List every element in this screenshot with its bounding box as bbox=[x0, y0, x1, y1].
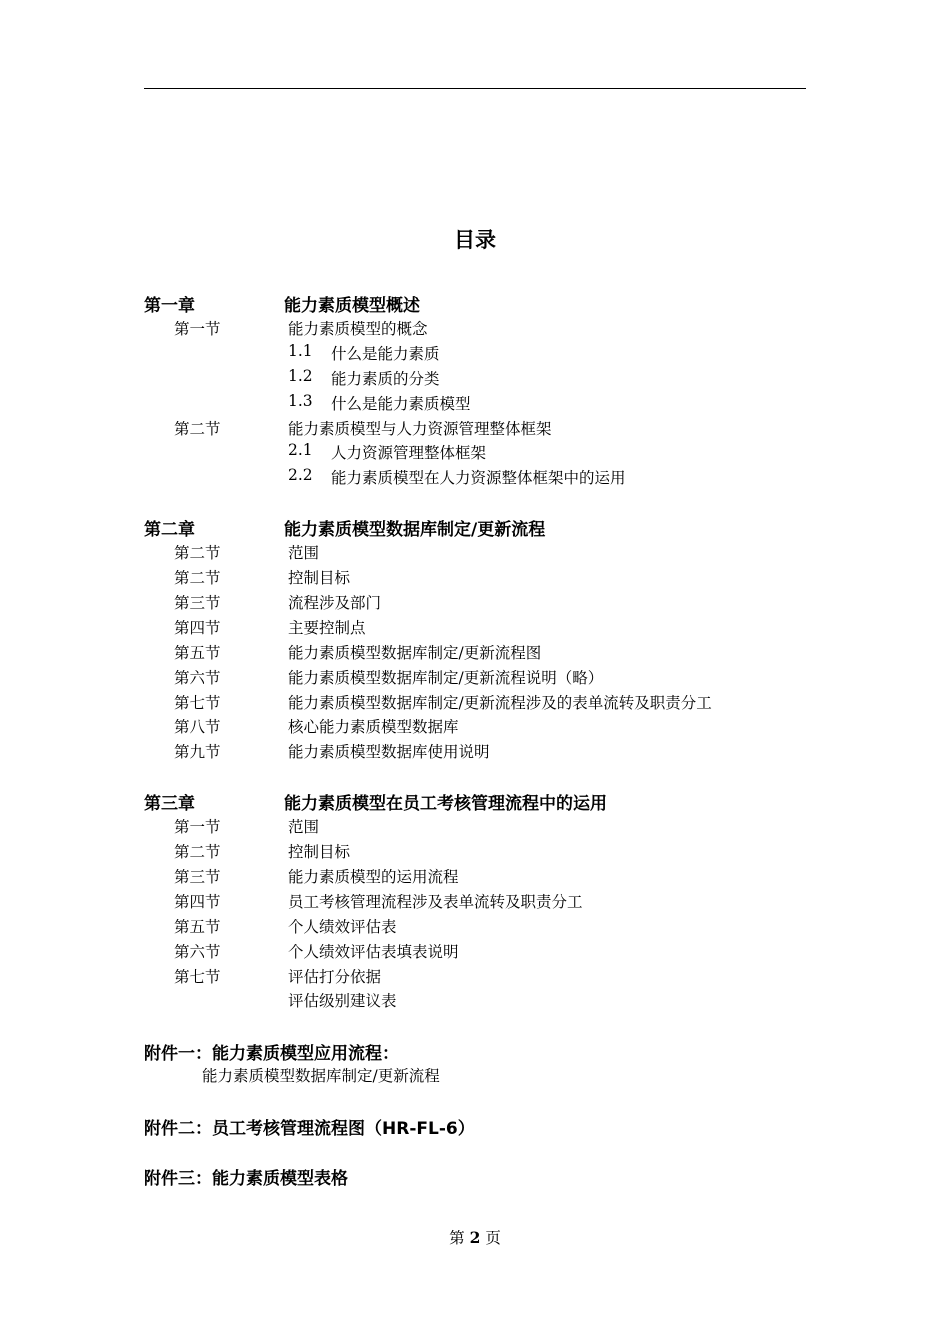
section-label[interactable]: 第三节 bbox=[174, 867, 221, 886]
section-label[interactable]: 第二节 bbox=[174, 569, 221, 587]
section-title[interactable]: 能力素质模型的运用流程 bbox=[288, 867, 459, 886]
section-label[interactable]: 第五节 bbox=[174, 917, 221, 936]
section-title[interactable]: 评估级别建议表 bbox=[288, 992, 397, 1011]
header-rule bbox=[144, 88, 806, 89]
subsection-number[interactable]: 1.1 bbox=[288, 341, 313, 360]
section-title[interactable]: 评估打分依据 bbox=[288, 967, 382, 986]
section-label[interactable]: 第五节 bbox=[174, 643, 221, 662]
appendix-subtitle[interactable]: 能力素质模型数据库制定/更新流程 bbox=[202, 1067, 440, 1086]
chapter-label[interactable]: 第二章 bbox=[144, 520, 195, 541]
section-label[interactable]: 第三节 bbox=[174, 593, 221, 612]
section-title[interactable]: 核心能力素质模型数据库 bbox=[288, 718, 459, 737]
section-title[interactable]: 范围 bbox=[288, 544, 320, 563]
section-label[interactable]: 第一节 bbox=[174, 818, 221, 837]
section-title[interactable]: 个人绩效评估表填表说明 bbox=[288, 942, 459, 961]
subsection-title[interactable]: 能力素质模型在人力资源整体框架中的运用 bbox=[331, 469, 626, 488]
section-title[interactable]: 控制目标 bbox=[288, 843, 351, 861]
section-label[interactable]: 第七节 bbox=[174, 967, 221, 986]
section-label[interactable]: 第九节 bbox=[174, 743, 221, 762]
section-title[interactable]: 控制目标 bbox=[288, 569, 351, 587]
chapter-title[interactable]: 能力素质模型在员工考核管理流程中的运用 bbox=[284, 794, 607, 815]
section-title[interactable]: 能力素质模型的概念 bbox=[288, 319, 428, 338]
section-label[interactable]: 第四节 bbox=[174, 618, 221, 637]
section-label[interactable]: 第六节 bbox=[174, 668, 221, 687]
section-label[interactable]: 第六节 bbox=[174, 942, 221, 961]
subsection-title[interactable]: 人力资源管理整体框架 bbox=[331, 444, 487, 463]
subsection-title[interactable]: 什么是能力素质 bbox=[331, 344, 440, 363]
section-title[interactable]: 员工考核管理流程涉及表单流转及职责分工 bbox=[288, 892, 583, 911]
section-label[interactable]: 第二节 bbox=[174, 544, 221, 563]
section-title[interactable]: 能力素质模型数据库使用说明 bbox=[288, 743, 490, 762]
section-label[interactable]: 第七节 bbox=[174, 693, 221, 712]
subsection-number[interactable]: 2.1 bbox=[288, 441, 313, 460]
page-number: 2 bbox=[469, 1228, 481, 1247]
chapter-label[interactable]: 第三章 bbox=[144, 794, 195, 815]
appendix-title[interactable]: 附件二：员工考核管理流程图（HR-FL-6） bbox=[144, 1119, 475, 1140]
chapter-label[interactable]: 第一章 bbox=[144, 296, 195, 316]
chapter-title[interactable]: 能力素质模型数据库制定/更新流程 bbox=[284, 520, 546, 541]
subsection-number[interactable]: 2.2 bbox=[288, 466, 313, 485]
subsection-number[interactable]: 1.3 bbox=[288, 391, 313, 410]
section-title[interactable]: 主要控制点 bbox=[288, 618, 366, 637]
section-title[interactable]: 流程涉及部门 bbox=[288, 593, 382, 612]
section-title[interactable]: 能力素质模型数据库制定/更新流程图 bbox=[288, 643, 542, 662]
appendix-title[interactable]: 附件三：能力素质模型表格 bbox=[144, 1169, 348, 1189]
footer-suffix: 页 bbox=[485, 1229, 501, 1247]
section-label[interactable]: 第二节 bbox=[174, 419, 221, 438]
section-title[interactable]: 个人绩效评估表 bbox=[288, 917, 397, 936]
chapter-title[interactable]: 能力素质模型概述 bbox=[284, 296, 420, 316]
section-title[interactable]: 能力素质模型数据库制定/更新流程说明（略） bbox=[288, 668, 604, 687]
section-title[interactable]: 范围 bbox=[288, 818, 320, 837]
section-title[interactable]: 能力素质模型数据库制定/更新流程涉及的表单流转及职责分工 bbox=[288, 693, 712, 712]
subsection-title[interactable]: 什么是能力素质模型 bbox=[331, 394, 471, 413]
subsection-number[interactable]: 1.2 bbox=[288, 366, 313, 385]
section-label[interactable]: 第八节 bbox=[174, 718, 221, 737]
footer-prefix: 第 bbox=[449, 1229, 465, 1247]
section-label[interactable]: 第二节 bbox=[174, 843, 221, 861]
section-label[interactable]: 第四节 bbox=[174, 892, 221, 911]
subsection-title[interactable]: 能力素质的分类 bbox=[331, 369, 440, 388]
page-title: 目录 bbox=[454, 228, 496, 252]
appendix-title[interactable]: 附件一：能力素质模型应用流程： bbox=[144, 1044, 399, 1065]
page-footer bbox=[0, 1226, 950, 1248]
section-label[interactable]: 第一节 bbox=[174, 319, 221, 338]
section-title[interactable]: 能力素质模型与人力资源管理整体框架 bbox=[288, 419, 552, 438]
